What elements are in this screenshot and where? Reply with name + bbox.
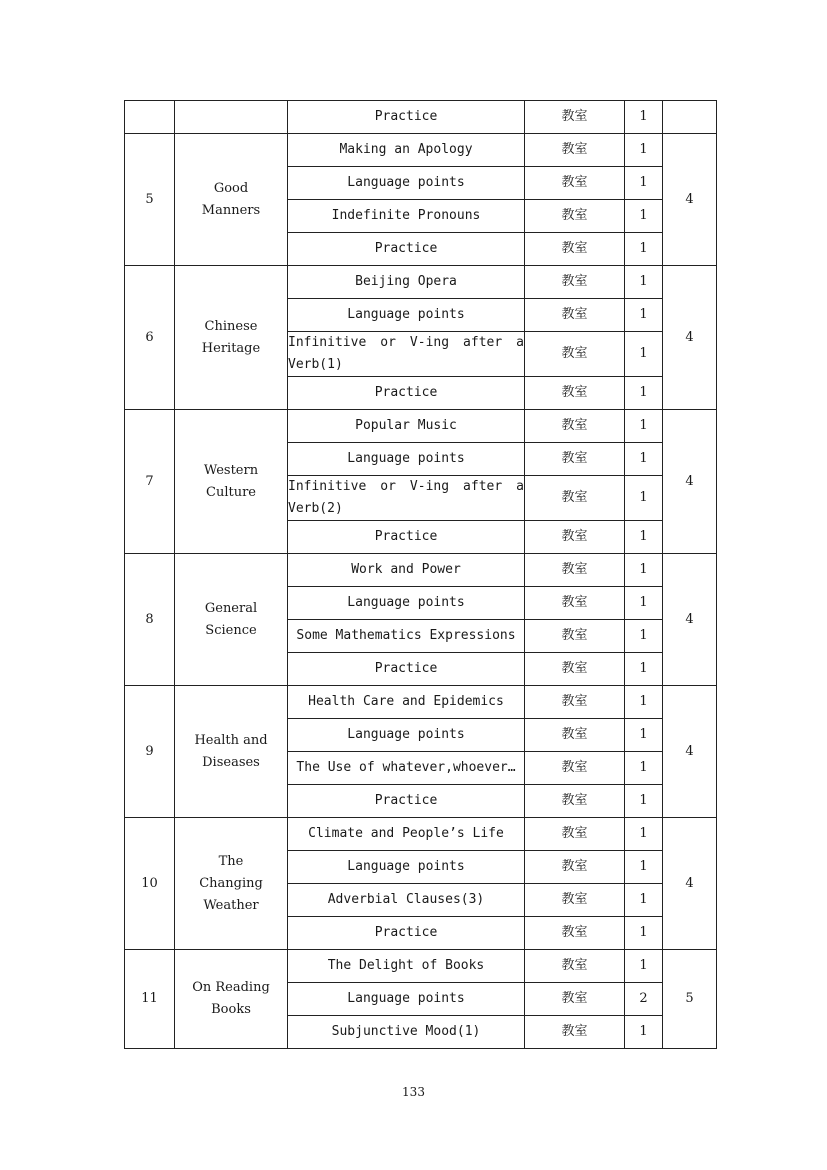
- unit-title-cell: The Changing Weather: [175, 818, 288, 950]
- total-hours-cell: 4: [663, 686, 717, 818]
- total-hours-cell: [663, 101, 717, 134]
- lesson-hours-cell: 1: [625, 653, 663, 686]
- table-row: [125, 554, 717, 587]
- lesson-topic-cell: The Use of whatever,whoever…: [288, 752, 525, 785]
- classroom-cell: 教室: [525, 884, 625, 917]
- lesson-hours-cell: 1: [625, 377, 663, 410]
- lesson-hours-cell: 1: [625, 785, 663, 818]
- lesson-hours-cell: 1: [625, 851, 663, 884]
- total-hours-cell: 4: [663, 818, 717, 950]
- lesson-hours-cell: 1: [625, 620, 663, 653]
- unit-title-cell: General Science: [175, 554, 288, 686]
- lesson-topic-cell: Health Care and Epidemics: [288, 686, 525, 719]
- lesson-hours-cell: 1: [625, 818, 663, 851]
- classroom-cell: 教室: [525, 266, 625, 299]
- lesson-hours-cell: 1: [625, 1016, 663, 1049]
- classroom-cell: 教室: [525, 476, 625, 521]
- classroom-cell: 教室: [525, 134, 625, 167]
- lesson-hours-cell: 1: [625, 686, 663, 719]
- classroom-cell: 教室: [525, 851, 625, 884]
- unit-number-cell: 11: [125, 950, 175, 1049]
- lesson-topic-cell: Climate and People’s Life: [288, 818, 525, 851]
- lesson-hours-cell: 1: [625, 233, 663, 266]
- total-hours-cell: 4: [663, 266, 717, 410]
- lesson-hours-cell: 1: [625, 752, 663, 785]
- total-hours-cell: 5: [663, 950, 717, 1049]
- lesson-hours-cell: 2: [625, 983, 663, 1016]
- classroom-cell: 教室: [525, 410, 625, 443]
- lesson-topic-cell: Infinitive or V-ing after a Verb(1): [288, 332, 525, 377]
- unit-title-cell: Health and Diseases: [175, 686, 288, 818]
- table-row: [125, 410, 717, 443]
- classroom-cell: 教室: [525, 587, 625, 620]
- lesson-topic-cell: Infinitive or V-ing after a Verb(2): [288, 476, 525, 521]
- unit-number-cell: 6: [125, 266, 175, 410]
- table-row: [125, 686, 717, 719]
- unit-number-cell: [125, 101, 175, 134]
- lesson-topic-cell: Language points: [288, 719, 525, 752]
- classroom-cell: 教室: [525, 554, 625, 587]
- classroom-cell: 教室: [525, 983, 625, 1016]
- unit-number-cell: 7: [125, 410, 175, 554]
- classroom-cell: 教室: [525, 521, 625, 554]
- lesson-topic-cell: Practice: [288, 521, 525, 554]
- lesson-topic-cell: Work and Power: [288, 554, 525, 587]
- lesson-topic-cell: Popular Music: [288, 410, 525, 443]
- classroom-cell: 教室: [525, 752, 625, 785]
- classroom-cell: 教室: [525, 332, 625, 377]
- lesson-topic-cell: Some Mathematics Expressions: [288, 620, 525, 653]
- classroom-cell: 教室: [525, 653, 625, 686]
- course-schedule-table: [124, 100, 717, 1049]
- unit-title-cell: Good Manners: [175, 134, 288, 266]
- lesson-hours-cell: 1: [625, 443, 663, 476]
- unit-number-cell: 9: [125, 686, 175, 818]
- lesson-hours-cell: 1: [625, 200, 663, 233]
- classroom-cell: 教室: [525, 167, 625, 200]
- classroom-cell: 教室: [525, 233, 625, 266]
- lesson-topic-cell: Practice: [288, 653, 525, 686]
- classroom-cell: 教室: [525, 719, 625, 752]
- unit-number-cell: 5: [125, 134, 175, 266]
- lesson-hours-cell: 1: [625, 950, 663, 983]
- lesson-hours-cell: 1: [625, 410, 663, 443]
- lesson-hours-cell: 1: [625, 719, 663, 752]
- lesson-topic-cell: Practice: [288, 917, 525, 950]
- classroom-cell: 教室: [525, 1016, 625, 1049]
- lesson-topic-cell: Subjunctive Mood(1): [288, 1016, 525, 1049]
- unit-title-cell: [175, 101, 288, 134]
- total-hours-cell: 4: [663, 134, 717, 266]
- lesson-topic-cell: Language points: [288, 587, 525, 620]
- table-row: [125, 134, 717, 167]
- lesson-topic-cell: Practice: [288, 101, 525, 134]
- lesson-topic-cell: Practice: [288, 785, 525, 818]
- lesson-topic-cell: Language points: [288, 299, 525, 332]
- lesson-topic-cell: Practice: [288, 377, 525, 410]
- lesson-topic-cell: Indefinite Pronouns: [288, 200, 525, 233]
- lesson-topic-cell: Beijing Opera: [288, 266, 525, 299]
- classroom-cell: 教室: [525, 818, 625, 851]
- lesson-hours-cell: 1: [625, 101, 663, 134]
- lesson-hours-cell: 1: [625, 554, 663, 587]
- classroom-cell: 教室: [525, 443, 625, 476]
- lesson-topic-cell: Language points: [288, 851, 525, 884]
- lesson-topic-cell: Language points: [288, 983, 525, 1016]
- lesson-hours-cell: 1: [625, 521, 663, 554]
- lesson-topic-cell: Practice: [288, 233, 525, 266]
- classroom-cell: 教室: [525, 686, 625, 719]
- classroom-cell: 教室: [525, 917, 625, 950]
- unit-title-cell: Chinese Heritage: [175, 266, 288, 410]
- lesson-hours-cell: 1: [625, 884, 663, 917]
- classroom-cell: 教室: [525, 200, 625, 233]
- lesson-hours-cell: 1: [625, 917, 663, 950]
- unit-title-cell: Western Culture: [175, 410, 288, 554]
- page-number: 133: [402, 1085, 425, 1099]
- total-hours-cell: 4: [663, 554, 717, 686]
- table-row: [125, 818, 717, 851]
- lesson-hours-cell: 1: [625, 167, 663, 200]
- unit-number-cell: 10: [125, 818, 175, 950]
- lesson-hours-cell: 1: [625, 299, 663, 332]
- classroom-cell: 教室: [525, 377, 625, 410]
- classroom-cell: 教室: [525, 299, 625, 332]
- lesson-topic-cell: Language points: [288, 167, 525, 200]
- lesson-topic-cell: Language points: [288, 443, 525, 476]
- table-row: [125, 101, 717, 134]
- lesson-hours-cell: 1: [625, 587, 663, 620]
- unit-title-cell: On Reading Books: [175, 950, 288, 1049]
- lesson-hours-cell: 1: [625, 134, 663, 167]
- lesson-topic-cell: The Delight of Books: [288, 950, 525, 983]
- lesson-hours-cell: 1: [625, 332, 663, 377]
- classroom-cell: 教室: [525, 785, 625, 818]
- table-row: [125, 266, 717, 299]
- lesson-hours-cell: 1: [625, 266, 663, 299]
- unit-number-cell: 8: [125, 554, 175, 686]
- classroom-cell: 教室: [525, 620, 625, 653]
- lesson-topic-cell: Making an Apology: [288, 134, 525, 167]
- lesson-hours-cell: 1: [625, 476, 663, 521]
- table-row: [125, 950, 717, 983]
- classroom-cell: 教室: [525, 950, 625, 983]
- classroom-cell: 教室: [525, 101, 625, 134]
- lesson-topic-cell: Adverbial Clauses(3): [288, 884, 525, 917]
- total-hours-cell: 4: [663, 410, 717, 554]
